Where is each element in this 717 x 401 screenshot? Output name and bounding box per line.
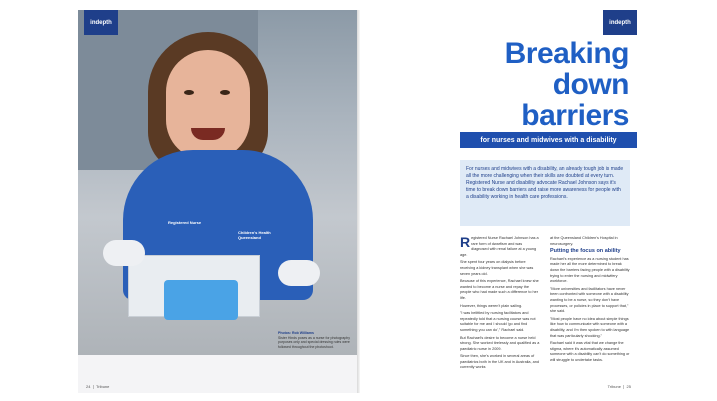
paragraph: "Most people have no idea about simple things like how to communicate with someone with a disability, and I'm then spoken to with language that was particularly shocking." [550, 316, 630, 338]
caption-text: Sister Hinds poses as a nurse for photography purposes only and special dressing rules were followed throughout the photoshoot. [278, 335, 350, 349]
blue-dish [164, 280, 238, 320]
headline-line-1: Breaking [504, 37, 629, 70]
paragraph: Rachael's experience as a nursing student has made her all the more determined to break down the barriers facing people with a disability trying to enter the nursing and midwifery workforce. [550, 256, 630, 284]
indepth-tag-left: indepth [84, 10, 118, 35]
paragraph: at the Queensland Children's Hospital in neurosurgery. [550, 236, 618, 246]
headline [505, 38, 629, 131]
right-eye [220, 90, 230, 95]
paragraph: Rachael said it was vital that we change the stigma, where it's automatically assumed someone with a disability can't do something or will struggle to undertake tasks. [550, 341, 630, 362]
paragraph-text: egistered Nurse Rachael Johnson has a rare form of dwarfism and was diagnosed with renal failure at a young age. [460, 236, 539, 257]
photo-caption [278, 331, 354, 349]
paragraph [460, 236, 540, 258]
left-footer: 24 ❘ Tribune [86, 384, 110, 389]
right-footer: Tribune ❘ 25 [607, 384, 631, 389]
left-eye [184, 90, 194, 95]
scrubs-logo: Registered Nurse [168, 220, 202, 225]
indepth-tag-right: indepth [603, 10, 637, 35]
body-column-1 [460, 236, 540, 373]
headline-line-3: barriers [521, 99, 629, 132]
scrubs-org: Children's Health Queensland [238, 230, 271, 240]
left-page [78, 10, 358, 393]
paragraph: Since then, she's worked in several areas of paediatrics both in the UK and in Australia, and currently works [460, 354, 539, 370]
paragraph: However, things weren't plain sailing. [460, 303, 523, 308]
intro-box: For nurses and midwives with a disability, an already tough job is made all the more challenging when their skills are doubted at every turn. Registered Nurse and disability advocate Rachael Johnson says it's time to break down barriers and raise more awareness for people with a disability working in health care professions. [460, 160, 630, 226]
caption-title: Photos: Rob Williams [278, 331, 314, 335]
paragraph: "More universities and facilitators have never been confronted with someone with a disability wanting to be a nurse, so they don't have processes, or policies in place to support that," she said. [550, 286, 629, 314]
nurse-photo [78, 10, 358, 355]
subhead: for nurses and midwives with a disability [460, 132, 637, 148]
right-glove [278, 260, 320, 286]
right-page [360, 10, 637, 393]
left-glove [103, 240, 145, 266]
paragraph: But Rachael's desire to become a nurse held strong. She worked tirelessly and qualified as a paediatric nurse in 2009. [460, 335, 540, 351]
drop-cap: R [460, 234, 471, 250]
paragraph: "I was belittled by nursing facilitators and repeatedly told that a nursing course was not suitable for me and I should 'go and find something you can do'," Rachael said. [460, 311, 536, 332]
face [166, 50, 250, 160]
headline-line-2: down [552, 68, 629, 101]
paragraph: She spent four years on dialysis before receiving a kidney transplant when she was seven years old. [460, 260, 534, 276]
section-heading: Putting the focus on ability [550, 248, 621, 255]
paragraph: Because of this experience, Rachael knew she wanted to become a nurse and repay the people who had made such a difference to her life. [460, 279, 539, 300]
body-column-2 [550, 236, 630, 365]
